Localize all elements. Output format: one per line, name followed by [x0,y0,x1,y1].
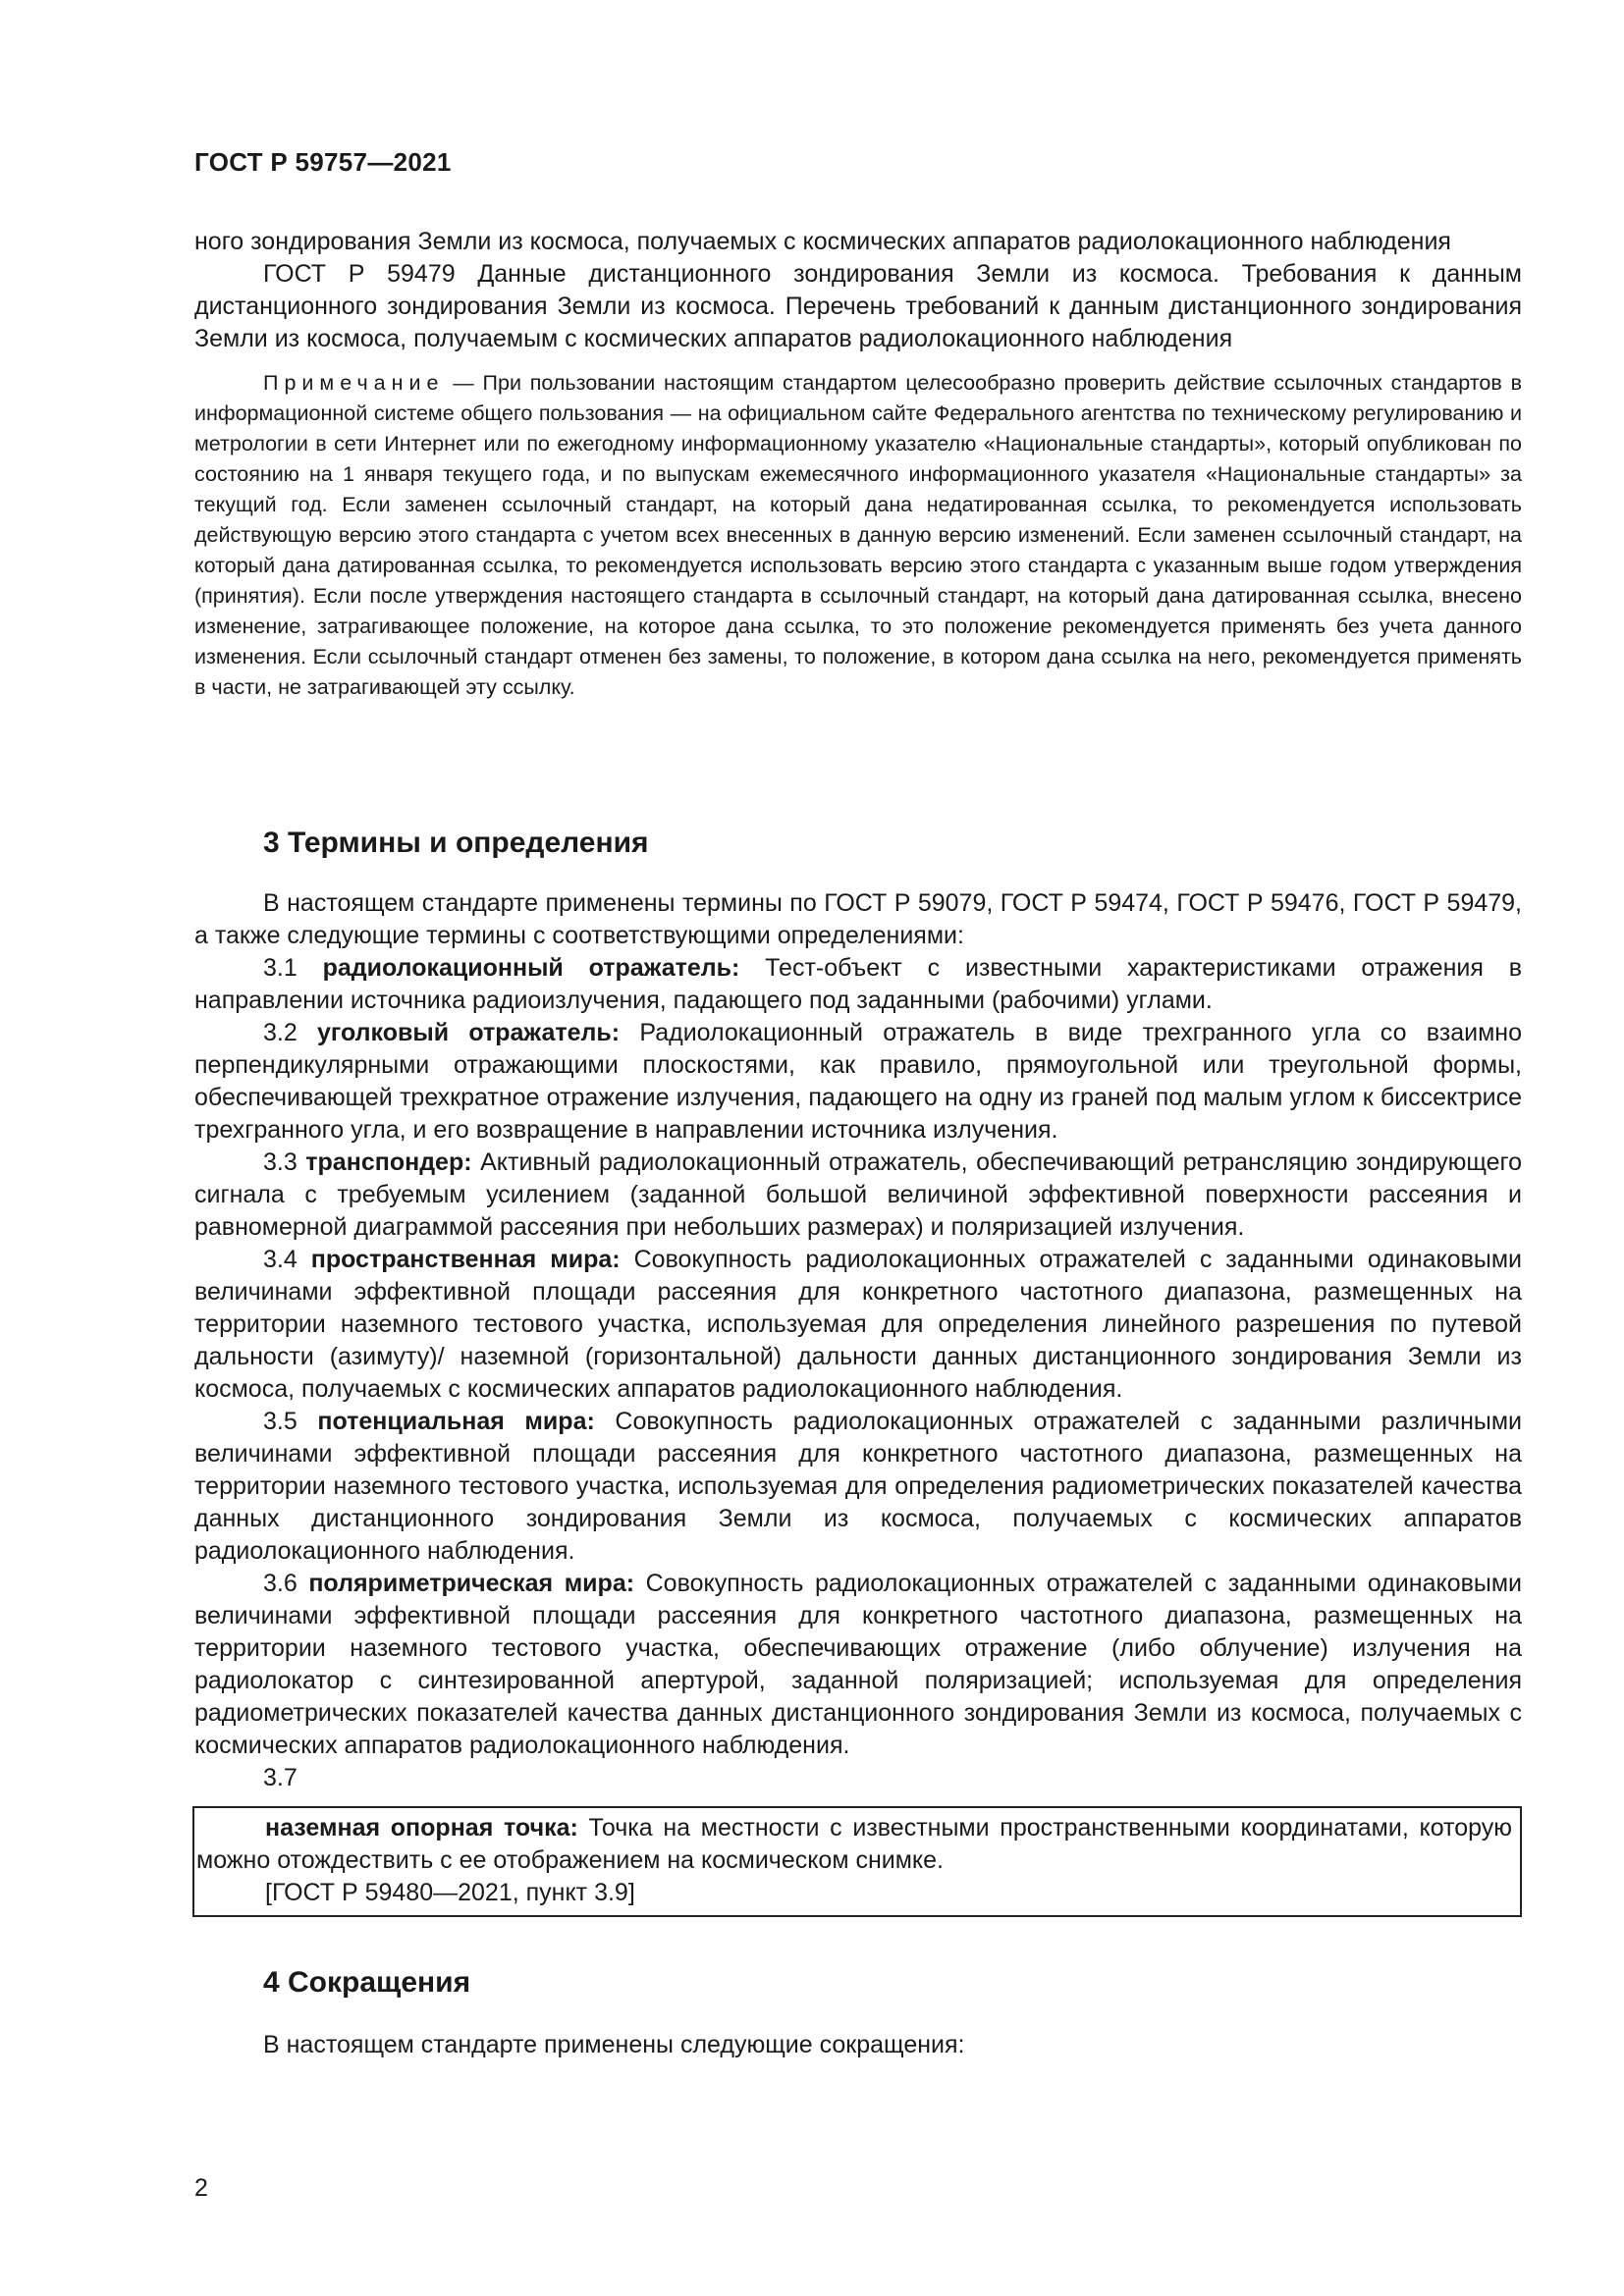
page-number: 2 [194,2174,208,2202]
borrowed-term-box [192,1806,1522,1917]
term-name: радиолокационный отражатель: [322,954,740,982]
term-number: 3.2 [263,1019,318,1046]
term-number: 3.4 [263,1246,311,1273]
section-terms-definitions [194,827,1522,1917]
note-label: Примечание [263,371,445,395]
term-entry [194,1244,1522,1406]
term-number: 3.3 [263,1148,306,1176]
term-definition: Точка на местности с известными пространственными координатами, которую можно отождествить с ее отображением на космическом снимке. [196,1814,1512,1874]
term-definition: Активный радиолокационный отражатель, обеспечивающий ретрансляцию зондирующего сигнала с требуемым усилением (заданной большой величиной эффективной поверхности рассеяния и равномерной диаграммой рассеяния при небольших размерах) и поляризацией излучения. [194,1148,1522,1241]
document-code-header: ГОСТ Р 59757—2021 [194,147,452,177]
term-name: потенциальная мира: [317,1408,595,1435]
reference-paragraph: ного зондирования Земли из космоса, получаемых с космических аппаратов радиолокационного наблюдения [194,228,1451,255]
term-entry [194,1147,1522,1244]
term-entry [194,1812,1512,1877]
term-number: 3.1 [263,954,323,982]
section-intro: В настоящем стандарте применены следующие сокращения: [263,2031,965,2058]
note-paragraph [194,368,1522,703]
term-entry [194,952,1522,1017]
term-name: пространственная мира: [310,1246,621,1273]
term-name: уголковый отражатель: [317,1019,621,1046]
term-definition: Тест-объект с известными характеристиками отражения в направлении источника радиоизлучения, падающего под заданными (рабочими) углами. [194,954,1522,1014]
term-entry [194,1017,1522,1147]
reference-paragraph: ГОСТ Р 59479 Данные дистанционного зондирования Земли из космоса. Требования к данным дистанционного зондирования Земли из космоса. Перечень требований к данным дистанционного зондирования Земли из космоса, получаемым с космических аппаратов радиолокационного наблюдения [194,260,1522,352]
term-definition: Радиолокационный отражатель в виде трехгранного угла со взаимно перпендикулярными отражающими плоскостями, как правило, прямоугольной или треугольной формы, обеспечивающей трехкратное отражение излучения, падающего на одну из граней под малым углом к биссектрисе трехгранного угла, и его возвращение в направлении источника излучения. [194,1019,1522,1144]
term-entry [194,1406,1522,1568]
term-name: поляриметрическая мира: [308,1570,635,1597]
term-number-standalone: 3.7 [263,1764,298,1791]
term-name: транспондер: [305,1148,472,1176]
term-name: наземная опорная точка: [265,1814,578,1842]
term-number: 3.6 [263,1570,309,1597]
term-definition: Совокупность радиолокационных отражателей с заданными различными величинами эффективной площади рассеяния для конкретного частотного диапазона, размещенных на территории наземного тестового участка, используемая для определения радиометрических показателей качества данных дистанционного зондирования Земли из космоса, получаемых с космических аппаратов радиолокационного наблюдения. [194,1408,1522,1565]
term-definition: Совокупность радиолокационных отражателей с заданными одинаковыми величинами эффективной площади рассеяния для конкретного частотного диапазона, размещенных на территории наземного тестового участка, обеспечивающих отражение (либо облучение) излучения на радиолокатор с синтезированной апертурой, заданной поляризацией; используемая для определения радиометрических показателей качества данных дистанционного зондирования Земли из космоса, получаемых с космических аппаратов радиолокационного наблюдения. [194,1570,1522,1759]
section-abbreviations [194,1966,1522,2061]
section-intro: В настоящем стандарте применены термины по ГОСТ Р 59079, ГОСТ Р 59474, ГОСТ Р 59476, ГОСТ Р 59479, а также следующие термины с соответствующими определениями: [194,889,1522,949]
section-heading: 3 Термины и определения [263,827,649,859]
term-definition: Совокупность радиолокационных отражателей с заданными одинаковыми величинами эффективной площади рассеяния для конкретного частотного диапазона, размещенных на территории наземного тестового участка, используемая для определения линейного разрешения по путевой дальности (азимуту)/ наземной (горизонтальной) дальности данных дистанционного зондирования Земли из космоса, получаемых с космических аппаратов радиолокационного наблюдения. [194,1246,1523,1403]
term-number: 3.5 [263,1408,318,1435]
term-entry [194,1568,1522,1762]
normative-references-continuation [194,226,1522,703]
term-source: [ГОСТ Р 59480—2021, пункт 3.9] [265,1879,635,1906]
section-heading: 4 Сокращения [263,1966,471,1999]
note-text: — При пользовании настоящим стандартом целесообразно проверить действие ссылочных стандартов в информационной системе общего пользования — на официальном сайте Федерального агентства по техническому регулированию и метрологии в сети Интернет или по ежегодному информационному указателю «Национальные стандарты», который опубликован по состоянию на 1 января текущего года, и по выпускам ежемесячного информационного указателя «Национальные стандарты» за текущий год. Если заменен ссылочный стандарт, на который дана недатированная ссылка, то рекомендуется использовать действующую версию этого стандарта с учетом всех внесенных в данную версию изменений. Если заменен ссылочный стандарт, на который дана датированная ссылка, то рекомендуется использовать версию этого стандарта с указанным выше годом утверждения (принятия). Если после утверждения настоящего стандарта в ссылочный стандарт, на который дана датированная ссылка, внесено изменение, затрагивающее положение, на которое дана ссылка, то это положение рекомендуется применять без учета данного изменения. Если ссылочный стандарт отменен без замены, то положение, в котором дана ссылка на него, рекомендуется применять в части, не затрагивающей эту ссылку. [194,371,1522,699]
